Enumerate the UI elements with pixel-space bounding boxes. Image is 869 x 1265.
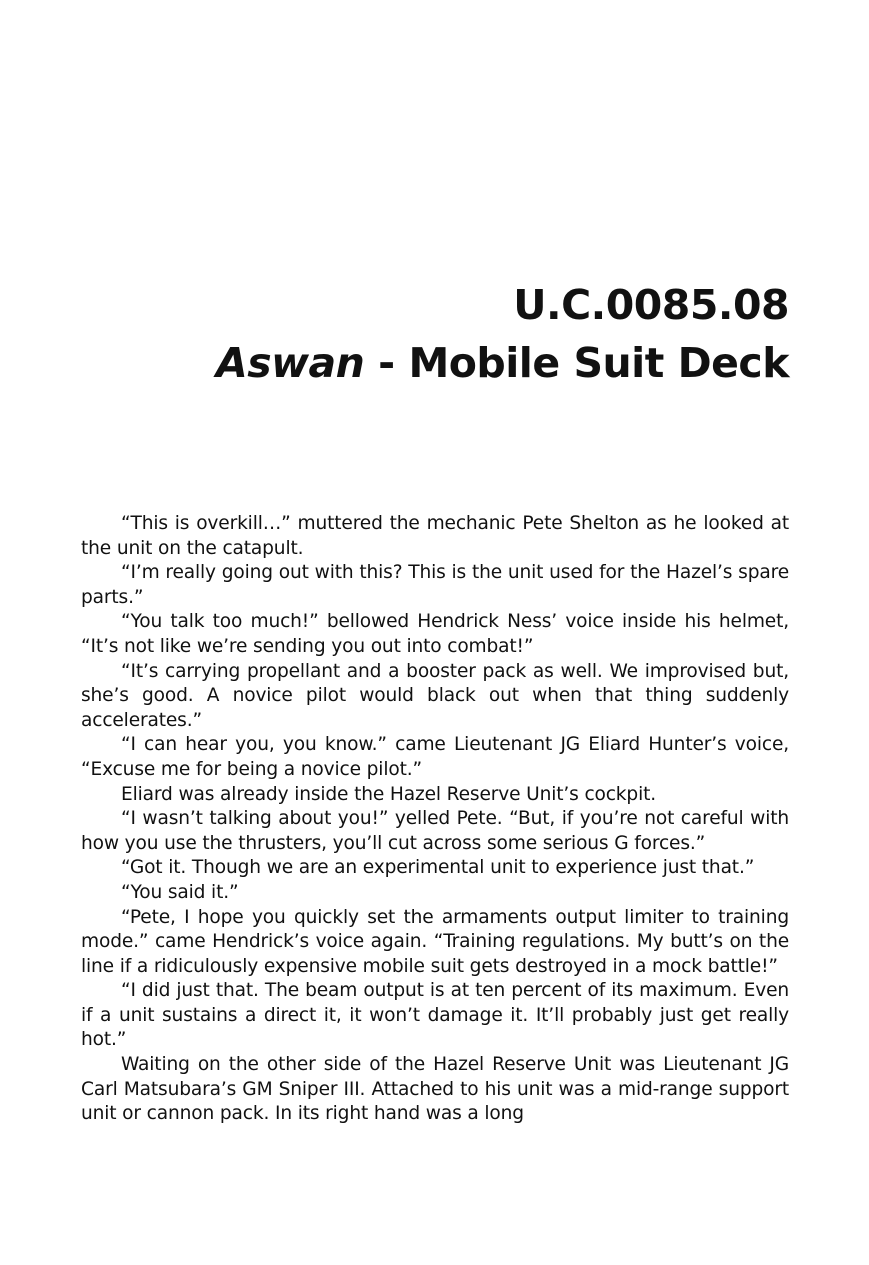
chapter-location bbox=[80, 334, 789, 392]
paragraph: “I did just that. The beam output is at ten percent of its maximum. Even if a unit sustains a direct it, it won’t damage it. It’ll probably just get really hot.” bbox=[81, 980, 789, 1051]
chapter-date: U.C.0085.08 bbox=[513, 281, 789, 329]
paragraph: “I wasn’t talking about you!” yelled Pete. “But, if you’re not careful with how you use the thrusters, you’ll cut across some serious G forces.” bbox=[81, 808, 789, 854]
paragraph: “Got it. Though we are an experimental unit to experience just that.” bbox=[121, 857, 755, 879]
paragraph: “You talk too much!” bellowed Hendrick Ness’ voice inside his helmet, “It’s not like we’re sending you out into combat!” bbox=[81, 611, 789, 657]
paragraph: “Pete, I hope you quickly set the armaments output limiter to training mode.” came Hendrick’s voice again. “Training regulations. My butt’s on the line if a ridiculously expensive mobile suit gets destroyed in a mock battle!” bbox=[81, 906, 789, 977]
paragraph: “You said it.” bbox=[121, 881, 239, 903]
paragraph: “This is overkill…” muttered the mechanic Pete Shelton as he looked at the unit on the catapult. bbox=[81, 513, 789, 559]
body-text bbox=[81, 512, 789, 1127]
location-suffix: - Mobile Suit Deck bbox=[364, 339, 789, 387]
paragraph: “I can hear you, you know.” came Lieutenant JG Eliard Hunter’s voice, “Excuse me for being a novice pilot.” bbox=[81, 734, 789, 780]
paragraph: Eliard was already inside the Hazel Reserve Unit’s cockpit. bbox=[121, 783, 656, 805]
paragraph: Waiting on the other side of the Hazel Reserve Unit was Lieutenant JG Carl Matsubara’s GM Sniper III. Attached to his unit was a mid-range support unit or cannon pack. In its right hand was a long bbox=[81, 1054, 789, 1125]
ship-name: Aswan bbox=[216, 339, 365, 387]
chapter-heading bbox=[80, 276, 789, 392]
paragraph: “It’s carrying propellant and a booster pack as well. We improvised but, she’s good. A novice pilot would black out when that thing suddenly accelerates.” bbox=[81, 660, 789, 731]
paragraph: “I’m really going out with this? This is the unit used for the Hazel’s spare parts.” bbox=[81, 562, 789, 608]
